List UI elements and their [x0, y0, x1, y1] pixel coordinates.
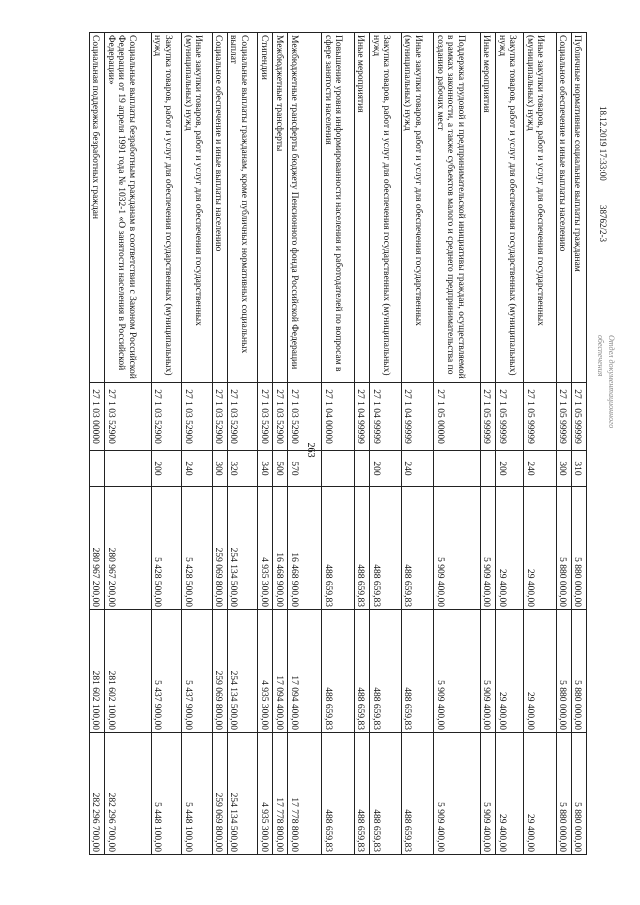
row-amount-2020: 5 437 900,00 — [151, 610, 181, 733]
footer-timestamp: 18.12.2019 17:33:00 — [598, 106, 608, 181]
row-amount-2019: 16 468 900,00 — [288, 487, 322, 610]
row-name: Социальная поддержка безработных граждан — [90, 33, 105, 383]
stamp-line: Отдел документационного — [607, 335, 616, 429]
row-amount-2021: 259 069 800,00 — [212, 733, 227, 855]
table-row — [354, 33, 369, 855]
row-amount-2021: 282 296 700,00 — [105, 733, 152, 855]
row-amount-2021: 5 909 400,00 — [480, 733, 495, 855]
row-name: Социальное обеспечение и иные выплаты населению — [212, 33, 227, 383]
row-amount-2021: 29 400,00 — [524, 733, 557, 855]
row-amount-2020: 5 437 900,00 — [182, 610, 212, 733]
row-name: Социальные выплаты безработным гражданам в соответствии с Законом Российской Федерации от 19 апреля 1991 года № 1032-1 «О занятости населения в Российской Федерации» — [105, 33, 152, 383]
row-amount-2020: 17 094 400,00 — [273, 610, 288, 733]
table-row — [524, 33, 557, 855]
row-name: Стипендии — [258, 33, 273, 383]
row-amount-2020: 281 602 100,00 — [105, 610, 152, 733]
row-name: Закупка товаров, работ и услуг для обеспечения государственных (муниципальных) нужд — [151, 33, 181, 383]
row-code: 27 1 04 99999 — [370, 383, 402, 451]
row-code: 27 1 03 52900 — [212, 383, 227, 451]
row-amount-2021: 5 880 000,00 — [556, 733, 571, 855]
row-amount-2021: 5 448 100,00 — [182, 733, 212, 855]
table-row — [212, 33, 227, 855]
row-name: Закупка товаров, работ и услуг для обеспечения государственных (муниципальных) нужд — [496, 33, 524, 383]
row-code: 27 1 05 99999 — [524, 383, 557, 451]
budget-table-container — [89, 32, 587, 854]
row-amount-2021: 17 778 800,00 — [273, 733, 288, 855]
row-expense-type: 500 — [273, 451, 288, 487]
row-name: Иные мероприятия — [480, 33, 495, 383]
row-expense-type: 200 — [370, 451, 402, 487]
row-expense-type: 320 — [227, 451, 257, 487]
table-row — [480, 33, 495, 855]
page-number: 263 — [305, 442, 316, 458]
row-name: Закупка товаров, работ и услуг для обеспечения государственных (муниципальных) нужд — [370, 33, 402, 383]
table-row — [151, 33, 181, 855]
row-code: 27 1 03 52900 — [258, 383, 273, 451]
table-row — [288, 33, 322, 855]
row-amount-2021: 5 909 400,00 — [434, 733, 481, 855]
row-name: Иные мероприятия — [354, 33, 369, 383]
row-expense-type: 310 — [571, 451, 586, 487]
row-name: Иные закупки товаров, работ и услуг для обеспечения государственных (муниципальных) нужд — [524, 33, 557, 383]
row-expense-type: 300 — [556, 451, 571, 487]
row-amount-2021: 488 659,83 — [401, 733, 434, 855]
row-amount-2021: 5 448 100,00 — [151, 733, 181, 855]
row-code: 27 1 05 00000 — [434, 383, 481, 451]
row-code: 27 1 03 00000 — [90, 383, 105, 451]
row-code: 27 1 05 99999 — [556, 383, 571, 451]
row-amount-2019: 280 967 200,00 — [90, 487, 105, 610]
row-name: Иные закупки товаров, работ и услуг для обеспечения государственных (муниципальных) нужд — [182, 33, 212, 383]
row-amount-2021: 254 134 500,00 — [227, 733, 257, 855]
row-expense-type — [480, 451, 495, 487]
row-amount-2019: 5 880 000,00 — [571, 487, 586, 610]
table-row — [322, 33, 355, 855]
row-amount-2021: 29 400,00 — [496, 733, 524, 855]
row-code: 27 1 04 99999 — [401, 383, 434, 451]
row-expense-type: 240 — [401, 451, 434, 487]
table-row — [370, 33, 402, 855]
row-code: 27 1 03 52900 — [288, 383, 322, 451]
row-expense-type: 240 — [524, 451, 557, 487]
row-amount-2019: 4 935 300,00 — [258, 487, 273, 610]
row-amount-2020: 259 069 800,00 — [212, 610, 227, 733]
row-amount-2019: 5 909 400,00 — [480, 487, 495, 610]
table-row — [227, 33, 257, 855]
row-amount-2020: 5 909 400,00 — [434, 610, 481, 733]
row-amount-2019: 5 428 500,00 — [151, 487, 181, 610]
row-code: 27 1 05 99999 — [480, 383, 495, 451]
row-expense-type — [354, 451, 369, 487]
row-expense-type — [322, 451, 355, 487]
row-amount-2021: 488 659,83 — [354, 733, 369, 855]
row-name: Публичные нормативные социальные выплаты гражданам — [571, 33, 586, 383]
row-amount-2020: 17 094 400,00 — [288, 610, 322, 733]
row-code: 27 1 03 52900 — [105, 383, 152, 451]
row-amount-2020: 488 659,83 — [370, 610, 402, 733]
row-amount-2019: 488 659,83 — [322, 487, 355, 610]
row-amount-2019: 5 909 400,00 — [434, 487, 481, 610]
department-stamp — [593, 335, 617, 485]
row-expense-type — [434, 451, 481, 487]
row-name: Повышение уровня информированности населения и работодателей по вопросам в сфере занятости населения — [322, 33, 355, 383]
row-amount-2020: 4 935 300,00 — [258, 610, 273, 733]
row-name: Социальное обеспечение и иные выплаты населению — [556, 33, 571, 383]
row-amount-2021: 282 296 700,00 — [90, 733, 105, 855]
row-amount-2019: 5 880 000,00 — [556, 487, 571, 610]
table-row — [273, 33, 288, 855]
table-row — [556, 33, 571, 855]
row-expense-type: 200 — [496, 451, 524, 487]
row-amount-2019: 254 134 500,00 — [227, 487, 257, 610]
footer-doc-id: 38762/2-3 — [598, 205, 608, 243]
row-code: 27 1 05 99999 — [571, 383, 586, 451]
row-expense-type: 300 — [212, 451, 227, 487]
row-expense-type — [105, 451, 152, 487]
row-code: 27 1 03 52900 — [151, 383, 181, 451]
row-code: 27 1 04 99999 — [354, 383, 369, 451]
row-amount-2020: 5 880 000,00 — [556, 610, 571, 733]
row-amount-2021: 17 778 800,00 — [288, 733, 322, 855]
row-amount-2019: 259 069 800,00 — [212, 487, 227, 610]
budget-table — [89, 32, 587, 855]
table-row — [401, 33, 434, 855]
table-row — [90, 33, 105, 855]
stamp-line: обеспечения — [596, 335, 605, 377]
row-amount-2020: 488 659,83 — [401, 610, 434, 733]
row-name: Межбюджетные трансферты — [273, 33, 288, 383]
row-amount-2020: 29 400,00 — [524, 610, 557, 733]
row-name: Иные закупки товаров, работ и услуг для обеспечения государственных (муниципальных) нужд — [401, 33, 434, 383]
row-name: Поддержка трудовой и предпринимательской инициативы граждан, осуществляемой в рамках законности, а также субъектов малого и среднего предпринимательства по созданию рабочих мест — [434, 33, 481, 383]
row-amount-2020: 488 659,83 — [354, 610, 369, 733]
footer — [595, 106, 611, 346]
row-amount-2019: 488 659,83 — [401, 487, 434, 610]
row-amount-2021: 488 659,83 — [370, 733, 402, 855]
row-amount-2020: 5 880 000,00 — [571, 610, 586, 733]
table-row — [258, 33, 273, 855]
table-row — [105, 33, 152, 855]
row-amount-2020: 281 602 100,00 — [90, 610, 105, 733]
row-amount-2020: 29 400,00 — [496, 610, 524, 733]
row-code: 27 1 03 52900 — [182, 383, 212, 451]
row-amount-2019: 29 400,00 — [496, 487, 524, 610]
row-expense-type: 240 — [182, 451, 212, 487]
row-amount-2019: 5 428 500,00 — [182, 487, 212, 610]
row-amount-2021: 488 659,83 — [322, 733, 355, 855]
row-code: 27 1 04 00000 — [322, 383, 355, 451]
row-name: Межбюджетные трансферты бюджету Пенсионного фонда Российской Федерации — [288, 33, 322, 383]
row-code: 27 1 03 52900 — [273, 383, 288, 451]
row-amount-2020: 254 134 500,00 — [227, 610, 257, 733]
row-expense-type: 570 — [288, 451, 322, 487]
row-amount-2019: 29 400,00 — [524, 487, 557, 610]
table-row — [434, 33, 481, 855]
row-expense-type: 200 — [151, 451, 181, 487]
row-amount-2020: 488 659,83 — [322, 610, 355, 733]
row-amount-2021: 5 880 000,00 — [571, 733, 586, 855]
row-amount-2019: 280 967 200,00 — [105, 487, 152, 610]
row-expense-type — [90, 451, 105, 487]
row-name: Социальные выплаты гражданам, кроме публичных нормативных социальных выплат — [227, 33, 257, 383]
row-amount-2021: 4 935 300,00 — [258, 733, 273, 855]
row-code: 27 1 05 99999 — [496, 383, 524, 451]
table-row — [571, 33, 586, 855]
row-code: 27 1 03 52900 — [227, 383, 257, 451]
row-amount-2020: 5 909 400,00 — [480, 610, 495, 733]
table-row — [182, 33, 212, 855]
row-expense-type: 340 — [258, 451, 273, 487]
row-amount-2019: 488 659,83 — [354, 487, 369, 610]
row-amount-2019: 488 659,83 — [370, 487, 402, 610]
row-amount-2019: 16 468 900,00 — [273, 487, 288, 610]
table-row — [496, 33, 524, 855]
